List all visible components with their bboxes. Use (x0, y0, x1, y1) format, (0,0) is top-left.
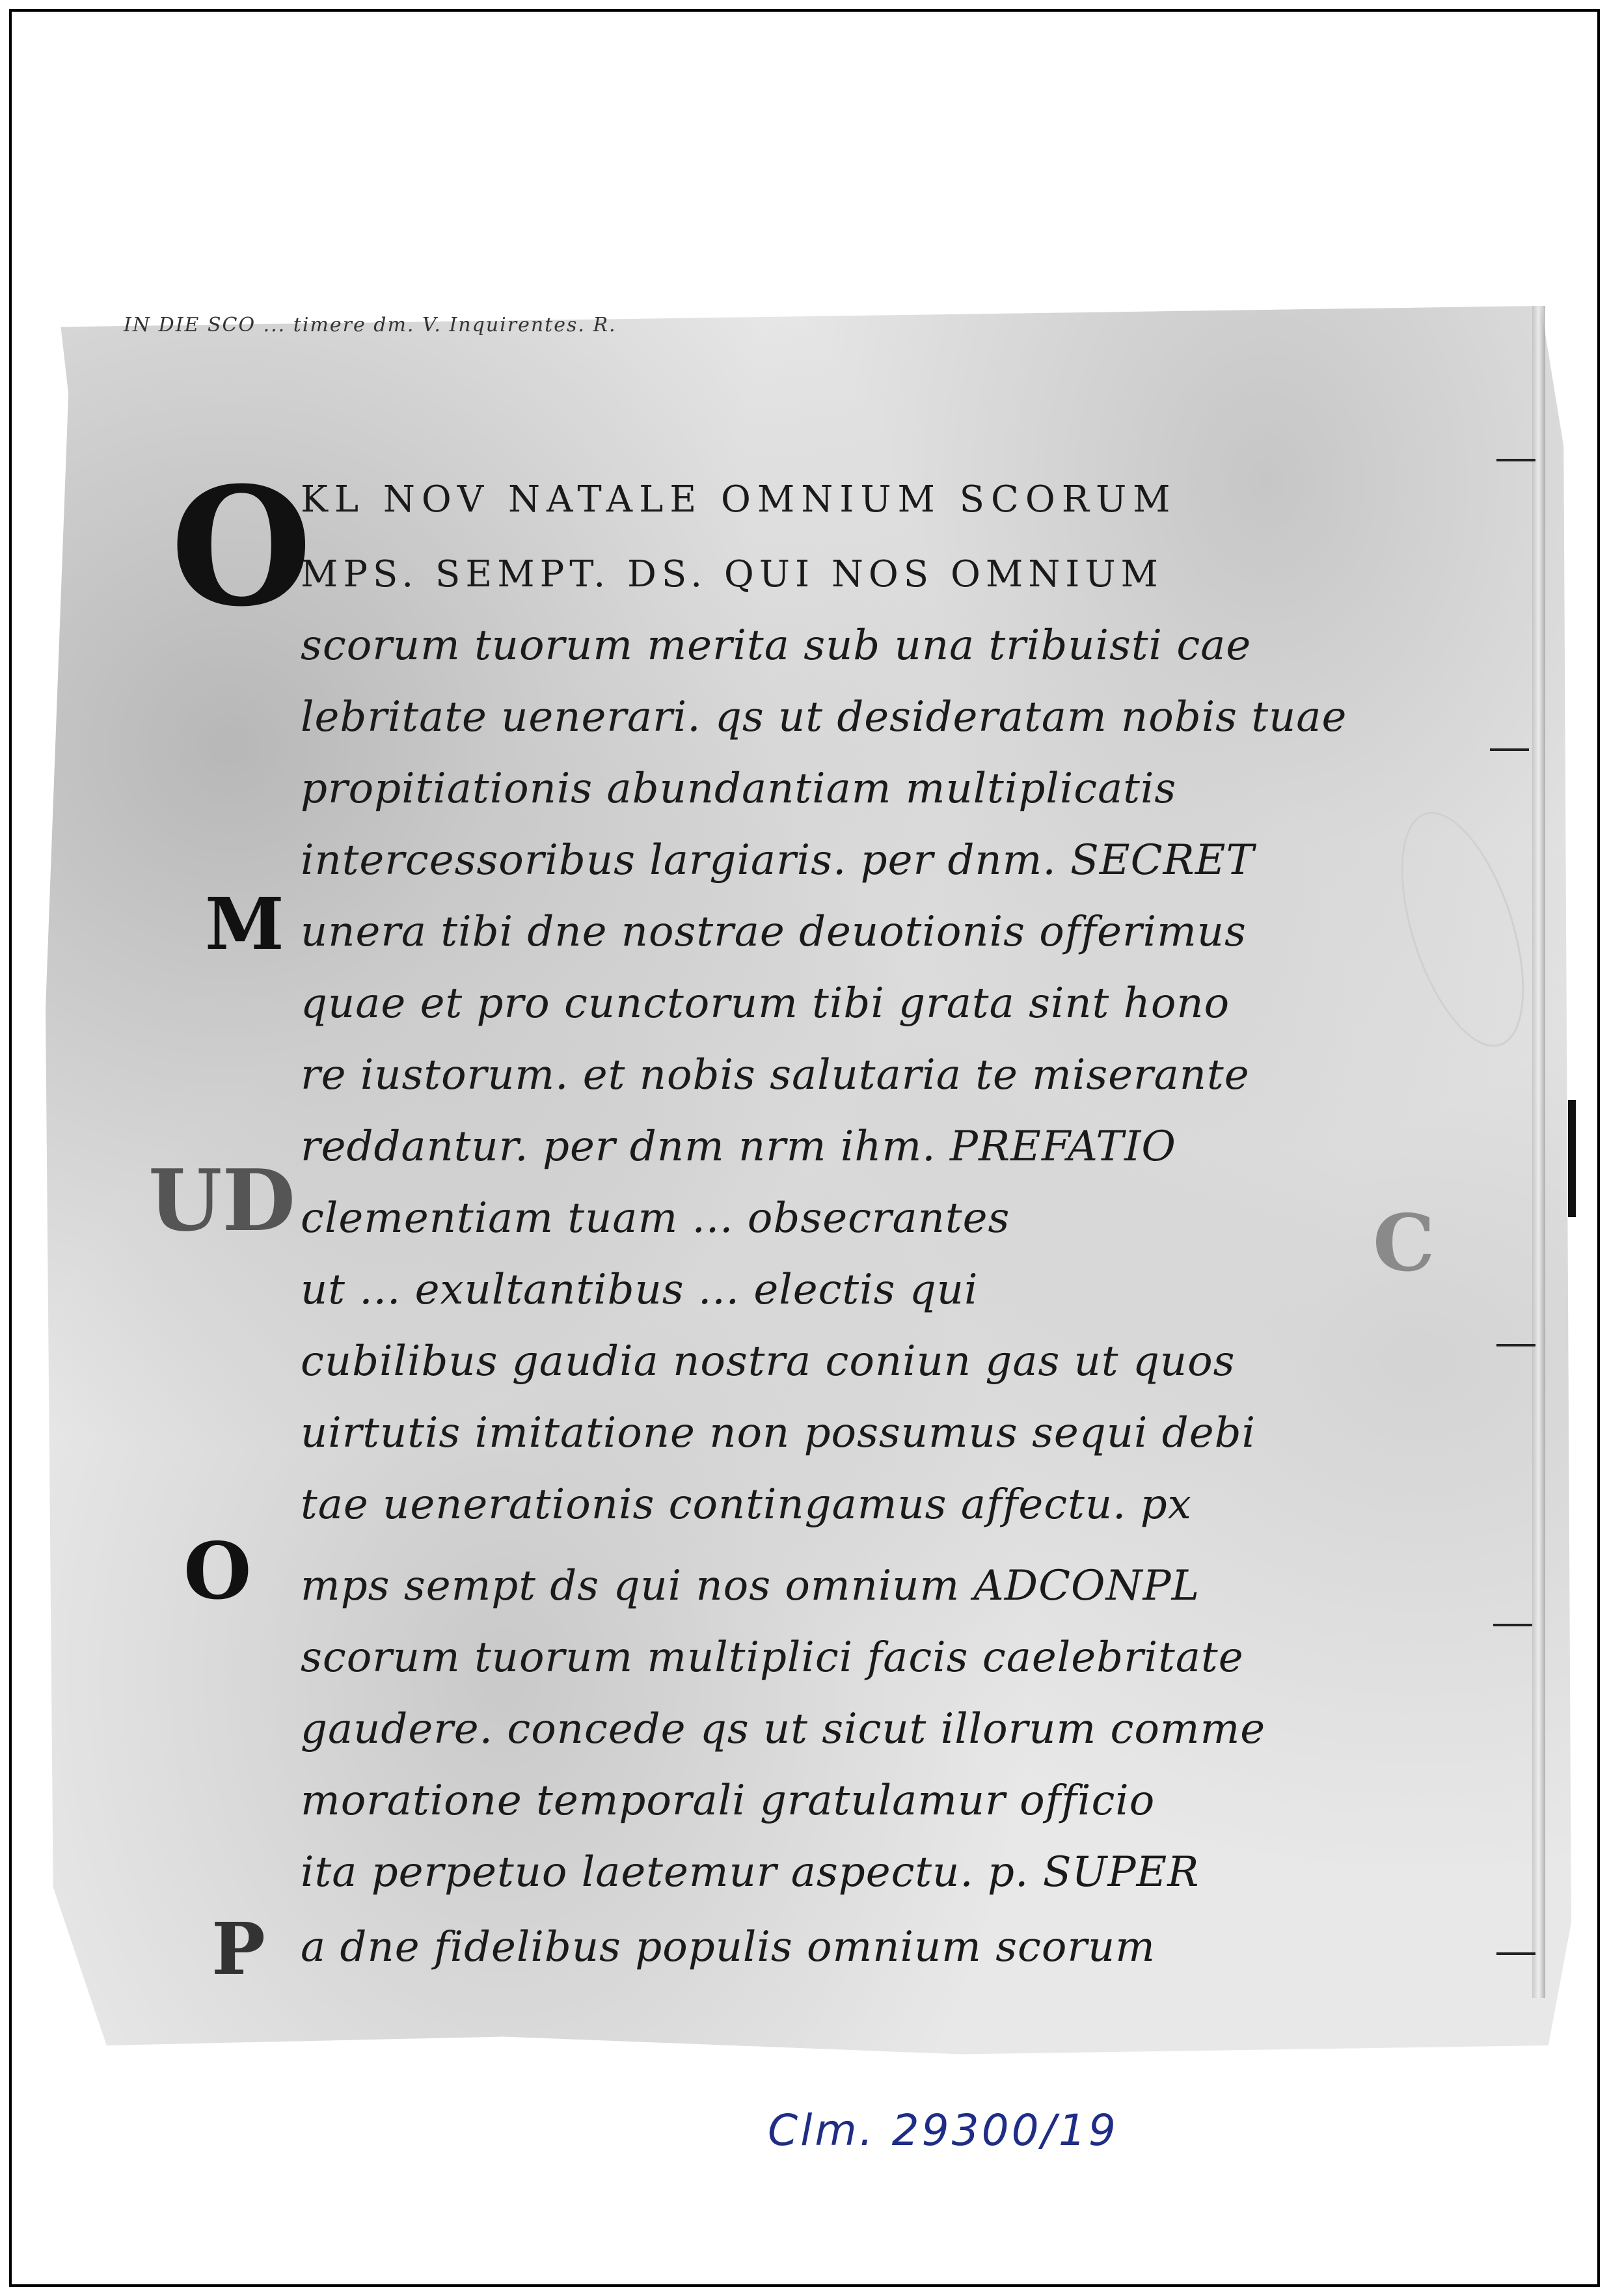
text-line: scorum tuorum merita sub una tribuisti cae (301, 622, 1252, 670)
text-line: mps sempt ds qui nos omnium ADCONPL (301, 1562, 1200, 1610)
text-line: scorum tuorum multiplici facis caelebritate (301, 1633, 1244, 1682)
shelfmark: Clm. 29300/19 (768, 2105, 1118, 2155)
text-line: lebritate uenerari. qs ut desideratam nobis tuae (301, 693, 1347, 741)
text-line: MPS. SEMPT. DS. QUI NOS OMNIUM (301, 553, 1163, 595)
initial-letter: M (205, 882, 284, 966)
text-line: uirtutis imitatione non possumus sequi debi (301, 1409, 1256, 1457)
leaf-edge (1532, 306, 1545, 1998)
text-line: unera tibi dne nostrae deuotionis offerimus (301, 908, 1247, 956)
text-line: re iustorum. et nobis salutaria te miserante (301, 1051, 1250, 1099)
text-line: reddantur. per dnm nrm ihm. PREFATIO (301, 1123, 1176, 1171)
ruling-tick (1496, 459, 1535, 461)
initial-letter: O (183, 1525, 252, 1617)
ruling-tick (1490, 748, 1529, 751)
text-line: gaudere. concede qs ut sicut illorum comme (301, 1705, 1266, 1753)
text-line: clementiam tuam ... obsecrantes (301, 1194, 1010, 1242)
text-line: a dne fidelibus populis omnium scorum (301, 1923, 1156, 1971)
text-line: KL NOV NATALE OMNIUM SCORUM (301, 478, 1177, 521)
initial-letter: P (211, 1907, 265, 1991)
text-line: intercessoribus largiaris. per dnm. SECRET (301, 836, 1255, 884)
text-line: cubilibus gaudia nostra coniun gas ut quos (301, 1337, 1236, 1386)
initial-letter: O (170, 451, 312, 642)
running-header: IN DIE SCO ... timere dm. V. Inquirentes. R. (124, 314, 617, 336)
text-line: quae et pro cunctorum tibi grata sint hono (301, 979, 1230, 1028)
ruling-tick (1493, 1624, 1532, 1626)
text-line: propitiationis abundantiam multiplicatis (301, 765, 1177, 813)
margin-initial: C (1373, 1197, 1435, 1289)
initial-letter: UD (148, 1151, 296, 1250)
margin-mark (1568, 1100, 1576, 1217)
text-line: ut ... exultantibus ... electis qui (301, 1266, 979, 1314)
text-line: tae uenerationis contingamus affectu. px (301, 1481, 1192, 1529)
text-line: moratione temporali gratulamur officio (301, 1777, 1156, 1825)
ruling-tick (1496, 1952, 1535, 1955)
ruling-tick (1496, 1344, 1535, 1346)
text-line: ita perpetuo laetemur aspectu. p. SUPER (301, 1848, 1200, 1896)
